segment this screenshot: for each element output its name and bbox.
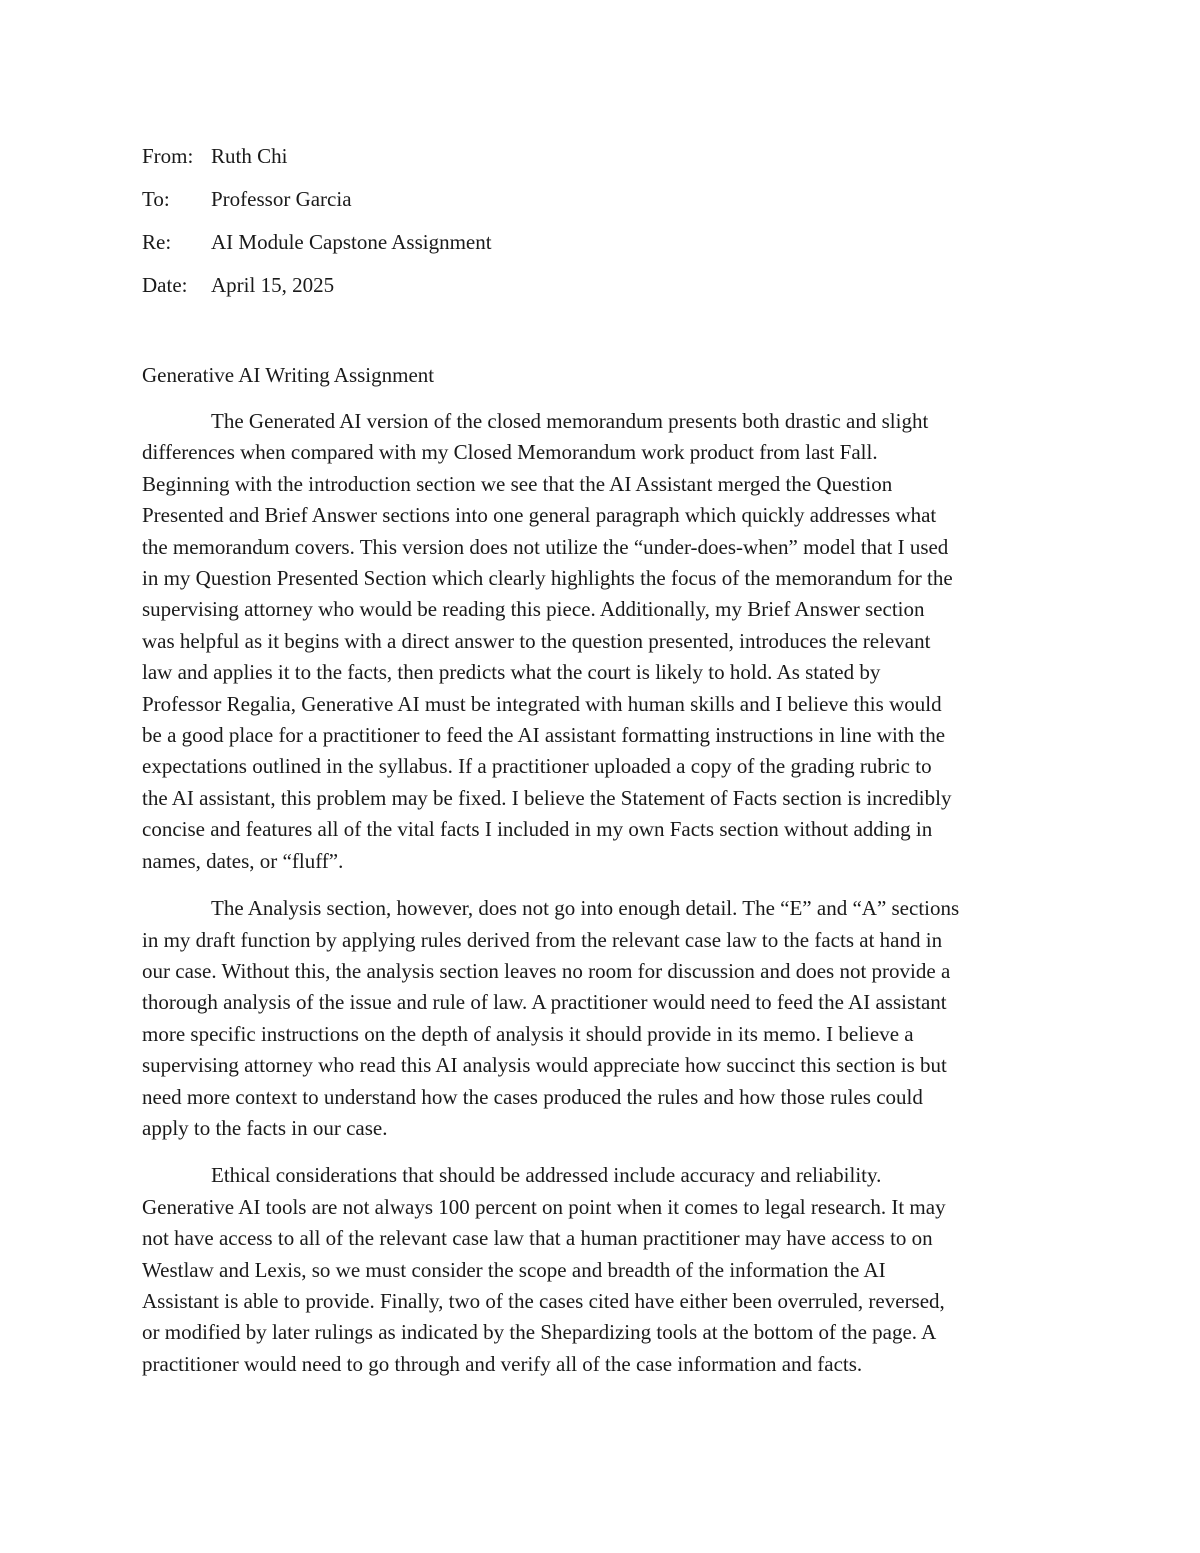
memo-to-value: Professor Garcia bbox=[211, 187, 352, 211]
memo-date-row bbox=[142, 269, 1042, 312]
document-title: Generative AI Writing Assignment bbox=[142, 363, 435, 387]
memo-from-label: From: bbox=[142, 144, 194, 168]
memo-date-value: April 15, 2025 bbox=[211, 273, 335, 297]
memo-re-value: AI Module Capstone Assignment bbox=[211, 230, 492, 254]
memo-to-label: To: bbox=[142, 187, 170, 211]
memo-from-value: Ruth Chi bbox=[211, 144, 288, 168]
body-paragraph-3: Ethical considerations that should be addressed include accuracy and reliability. Generative AI tools are not always 100 percent on point when it comes to legal research. It may not have access to all of the relevant case law that a human practitioner may have access to on Westlaw and Lexis, so we must consider the scope and breadth of the information the AI Assistant is able to provide. Finally, two of the cases cited have either been overruled, reversed, or modified by later rulings as indicated by the Shepardizing tools at the bottom of the page. A practitioner would need to go through and verify all of the case information and facts. bbox=[142, 1163, 946, 1376]
body-paragraph-2: The Analysis section, however, does not go into enough detail. The “E” and “A” sections in my draft function by applying rules derived from the relevant case law to the facts at hand in our case. Without this, the analysis section leaves no room for discussion and does not provide a thorough analysis of the issue and rule of law. A practitioner would need to feed the AI assistant more specific instructions on the depth of analysis it should provide in its memo. I believe a supervising attorney who read this AI analysis would appreciate how succinct this section is but need more context to understand how the cases produced the rules and how those rules could apply to the facts in our case. bbox=[142, 896, 960, 1140]
memo-re-label: Re: bbox=[142, 230, 172, 254]
memo-re-row bbox=[142, 226, 1042, 269]
memo-from-row bbox=[142, 140, 1042, 183]
document-body bbox=[142, 358, 1052, 1396]
body-paragraph-1: The Generated AI version of the closed memorandum presents both drastic and slight differences when compared with my Closed Memorandum work product from last Fall. Beginning with the introduction section we see that the AI Assistant merged the Question Presented and Brief Answer sections into one general paragraph which quickly addresses what the memorandum covers. This version does not utilize the “under-does-when” model that I used in my Question Presented Section which clearly highlights the focus of the memorandum for the supervising attorney who would be reading this piece. Additionally, my Brief Answer section was helpful as it begins with a direct answer to the question presented, introduces the relevant law and applies it to the facts, then predicts what the court is likely to hold. As stated by Professor Regalia, Generative AI must be integrated with human skills and I believe this would be a good place for a practitioner to feed the AI assistant formatting instructions in line with the expectations outlined in the syllabus. If a practitioner uploaded a copy of the grading rubric to the AI assistant, this problem may be fixed. I believe the Statement of Facts section is incredibly concise and features all of the vital facts I included in my own Facts section without adding in names, dates, or “fluff”. bbox=[142, 409, 953, 873]
memo-to-row bbox=[142, 183, 1042, 226]
memo-date-label: Date: bbox=[142, 273, 188, 297]
memo-header bbox=[142, 140, 1042, 312]
